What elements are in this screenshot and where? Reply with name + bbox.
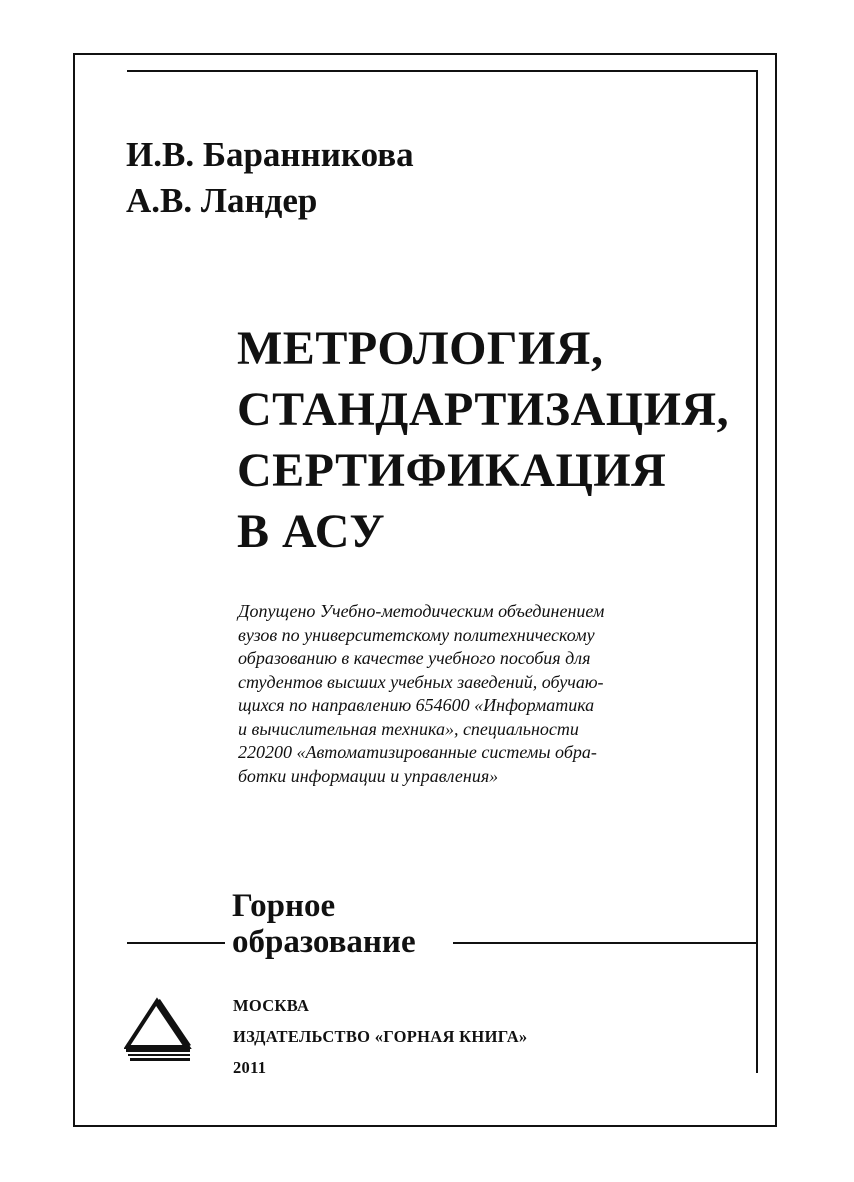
approval-line-3: образованию в качестве учебного пособия для: [238, 648, 591, 668]
series-name: [232, 888, 416, 960]
publication-year: 2011: [233, 1058, 267, 1077]
authors: [126, 132, 414, 224]
series-rule-left: [127, 942, 225, 944]
series-line-1: Горное: [232, 888, 336, 924]
author-2: А.В. Ландер: [126, 181, 318, 220]
title-line-1: МЕТРОЛОГИЯ,: [237, 322, 604, 375]
title-line-3: СЕРТИФИКАЦИЯ: [237, 444, 667, 497]
inner-rule-right: [756, 70, 758, 1073]
publisher-block: [233, 990, 527, 1083]
approval-line-2: вузов по университетскому политехническому: [238, 624, 595, 645]
author-1: И.В. Баранникова: [126, 135, 414, 174]
approval-line-8: ботки информации и управления»: [238, 765, 499, 786]
inner-rule-top: [127, 70, 758, 72]
approval-line-7: 220200 «Автоматизированные системы обра-: [238, 742, 597, 762]
title-line-2: СТАНДАРТИЗАЦИЯ,: [237, 383, 730, 436]
title-line-4: В АСУ: [237, 505, 386, 558]
series-line-2: образование: [232, 924, 416, 960]
approval-line-4: студентов высших учебных заведений, обучаю-: [238, 671, 604, 692]
approval-statement: [238, 600, 670, 788]
publisher-city: МОСКВА: [233, 996, 310, 1015]
publisher-name: ИЗДАТЕЛЬСТВО «ГОРНАЯ КНИГА»: [233, 1027, 528, 1046]
triangle-book-logo-icon: [124, 995, 196, 1065]
book-title: [237, 318, 729, 562]
approval-line-6: и вычислительная техника», специальности: [238, 718, 579, 739]
approval-line-5: щихся по направлению 654600 «Информатика: [238, 695, 595, 715]
approval-line-1: Допущено Учебно-методическим объединением: [238, 601, 605, 621]
series-rule-right: [453, 942, 758, 944]
